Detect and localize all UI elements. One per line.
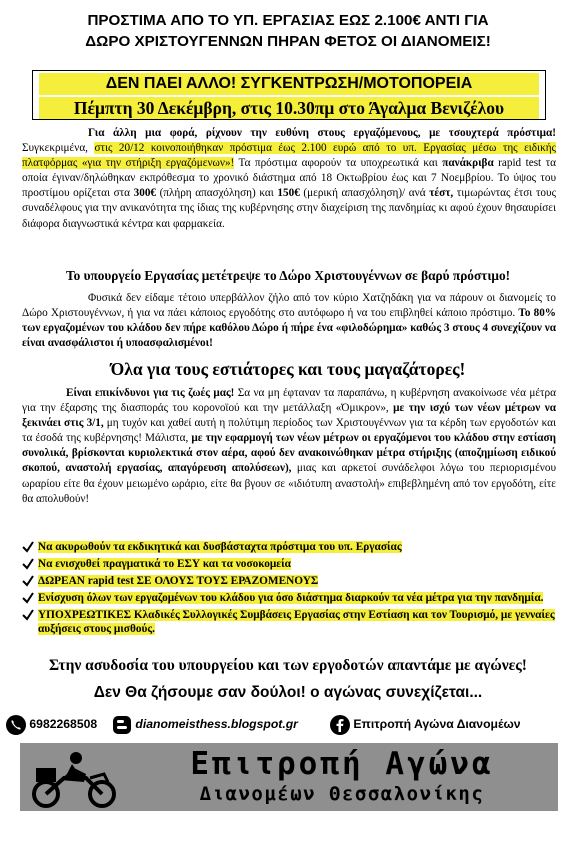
checkmark-icon: [22, 609, 34, 621]
facebook-icon: [330, 715, 350, 735]
demands-list: [20, 540, 560, 639]
headline-line-2: ΔΩΡΟ ΧΡΙΣΤΟΥΓΕΝΝΩΝ ΠΗΡΑΝ ΦΕΤΟΣ ΟΙ ΔΙΑΝΟΜΕΙΣ!: [85, 33, 491, 50]
demand-item: Ενίσχυση όλων των εργαζομένων του κλάδου για όσο διάστημα διαρκούν τα νέα μέτρα για την πανδημία.: [20, 591, 560, 605]
banner-line-2: Πέμπτη 30 Δεκέμβρη, στις 10.30πμ στο Άγαλμα Βενιζέλου: [39, 97, 539, 119]
paragraph-1-lead: Για άλλη μια φορά, ρίχνουν την ευθύνη στους εργαζόμενους, με τσουχτερά πρόστιμα!: [88, 127, 556, 139]
phone-icon: [6, 715, 26, 735]
paragraph-1: Για άλλη μια φορά, ρίχνουν την ευθύνη στους εργαζόμενους, με τσουχτερά πρόστιμα! Συγκεκριμένα, στις 20/12 κοινοποιήθηκαν πρόστιμα έως 2.100 ευρώ από το υπ. Εργασίας μέσω της ειδικής πλατφόρμας «για την στήριξη εργαζόμενων»! Τα πρόστιμα αφορούν τα υποχρεωτικά και πανάκριβα rapid test τα οποία έγιναν/δηλώθηκαν εκπρόθεσμα το χρονικό διάστημα από 18 Οκτωβρίου έως και 7 Νοεμβρίου. Το ύψος του προστίμου ορίζεται στα 300€ (πλήρη απασχόληση) και 150€ (μερική απασχόληση)/ ανά τέστ, τιμωρώντας έτσι τους συναδέλφους για την ανικανότητα της ίδιας της κυβέρνησης στην διαχείριση της πανδημίας κι αφού έχουν θησαυρίσει διάφορα διαγνωστικά κέντρα και φαρμακεία.: [22, 127, 556, 230]
subhead-restaurants: Όλα για τους εστιάτορες και τους μαγαζάτορες!: [110, 359, 466, 379]
contacts-row: [0, 710, 576, 738]
checkmark-icon: [22, 592, 34, 604]
checkmark-icon: [22, 541, 34, 553]
banner-line-1: ΔΕΝ ΠΑΕΙ ΑΛΛΟ! ΣΥΓΚΕΝΤΡΩΣΗ/ΜΟΤΟΠΟΡΕΙΑ: [39, 73, 539, 95]
contact-blog[interactable]: dianomeisthess.blogspot.gr: [112, 714, 298, 734]
paragraph-3: Είναι επικίνδυνοι για τις ζωές μας! Σα να μη έφταναν τα παραπάνω, η κυβέρνηση ανακοίνωσε νέα μέτρα για την έξαρσης της διασποράς του κορονοϊού και την μετάλλαξη «Όμικρον», με την ισχύ των νέων μέτρων να ξεκινάει στις 3/1, μη τυχόν και χαθεί αυτή η πολύτιμη περίοδος των Χριστουγέννων για τα κέρδη των εργοδοτών και τα έσοδά της κυβέρνησης! Μάλιστα, με την εφαρμογή των νέων μέτρων οι εργαζόμενοι του κλάδου στην εστίαση συνολικά, βρίσκονται κυριολεκτικά στον αέρα, αφού δεν ανακοινώθηκαν μέτρα στήριξης (αποζημίωση ειδικού σκοπού, αναστολή εργασίας, απαγόρευση απολύσεων), μιας και αρκετοί συνάδελφοι λόγω του περιορισμένου ωραρίου είτε θα έχουν μειωμένο ωράριο, είτε θα βγουν σε «ιδιότυπη αναστολή» επιβεβλημένη από τον εργοδότη, είτε θα απολυθούν!: [22, 387, 556, 505]
checkmark-icon: [22, 575, 34, 587]
closing-line-2: Δεν Θα ζήσουμε σαν δούλοι! ο αγώνας συνεχίζεται...: [93, 684, 483, 701]
paragraph-2: Φυσικά δεν είδαμε τέτοιο υπερβάλλον ζήλο από τον κύριο Χατζηδάκη για να πάρουν οι διανομείς το Δώρο Χριστουγέννων, ή για να πάει κάποιος εργοδότης στο αυτόφωρο ή να του επιβληθεί κάποιο πρόστιμο. Το 80% των εργαζομένων του κλάδου δεν πήρε καθόλου Δώρο ή πήρε ένα «φιλοδώρημα» καθώς 3 στους 4 συνεχίζουν να είναι ανασφάλιστοι ή υποασφαλισμένοι!: [22, 292, 556, 350]
contact-phone[interactable]: 6982268508: [6, 714, 97, 734]
checkmark-icon: [22, 558, 34, 570]
closing-line-1: Στην ασυδοσία του υπουργείου και των εργοδοτών απαντάμε με αγώνες!: [49, 657, 527, 674]
demand-item: Να ακυρωθούν τα εκδικητικά και δυσβάσταχτα πρόστιμα του υπ. Εργασίας: [20, 540, 560, 554]
demand-item: ΔΩΡΕΑΝ rapid test ΣΕ ΟΛΟΥΣ ΤΟΥΣ ΕΡΑΖΟΜΕΝΟΥΣ: [20, 574, 560, 588]
footer-subtitle: Διανομέων Θεσσαλονίκης: [199, 783, 485, 805]
contact-facebook[interactable]: Επιτροπή Αγώνα Διανομέων: [330, 714, 521, 734]
demand-item: ΥΠΟΧΡΕΩΤΙΚΕΣ Κλαδικές Συλλογικές Συμβάσεις Εργασίας στην Εστίαση και τον Τουρισμό, με γενναίες αυξήσεις στους μισθούς.: [20, 608, 560, 636]
headline-line-1: ΠΡΟΣΤΙΜΑ ΑΠΟ ΤΟ ΥΠ. ΕΡΓΑΣΙΑΣ ΕΩΣ 2.100€ ΑΝΤΙ ΓΙΑ: [87, 12, 489, 29]
footer-banner: [20, 743, 558, 811]
subhead-fine: Το υπουργείο Εργασίας μετέτρεψε το Δώρο Χριστουγέννων σε βαρύ πρόστιμο!: [65, 268, 511, 283]
demand-item: Να ενισχυθεί πραγματικά το ΕΣΥ και τα νοσοκομεία: [20, 557, 560, 571]
footer-title: Επιτροπή Αγώνα: [190, 746, 494, 782]
motorcycle-courier-icon: [24, 744, 124, 810]
headline: [34, 10, 542, 52]
event-banner: [32, 70, 546, 120]
paragraph-1-highlight: στις 20/12 κοινοποιήθηκαν πρόστιμα έως 2.100 ευρώ από το υπ. Εργασίας μέσω της ειδικής πλατφόρμας «για την στήριξη εργαζόμενων»!: [22, 142, 556, 170]
blogger-icon: [112, 715, 132, 735]
